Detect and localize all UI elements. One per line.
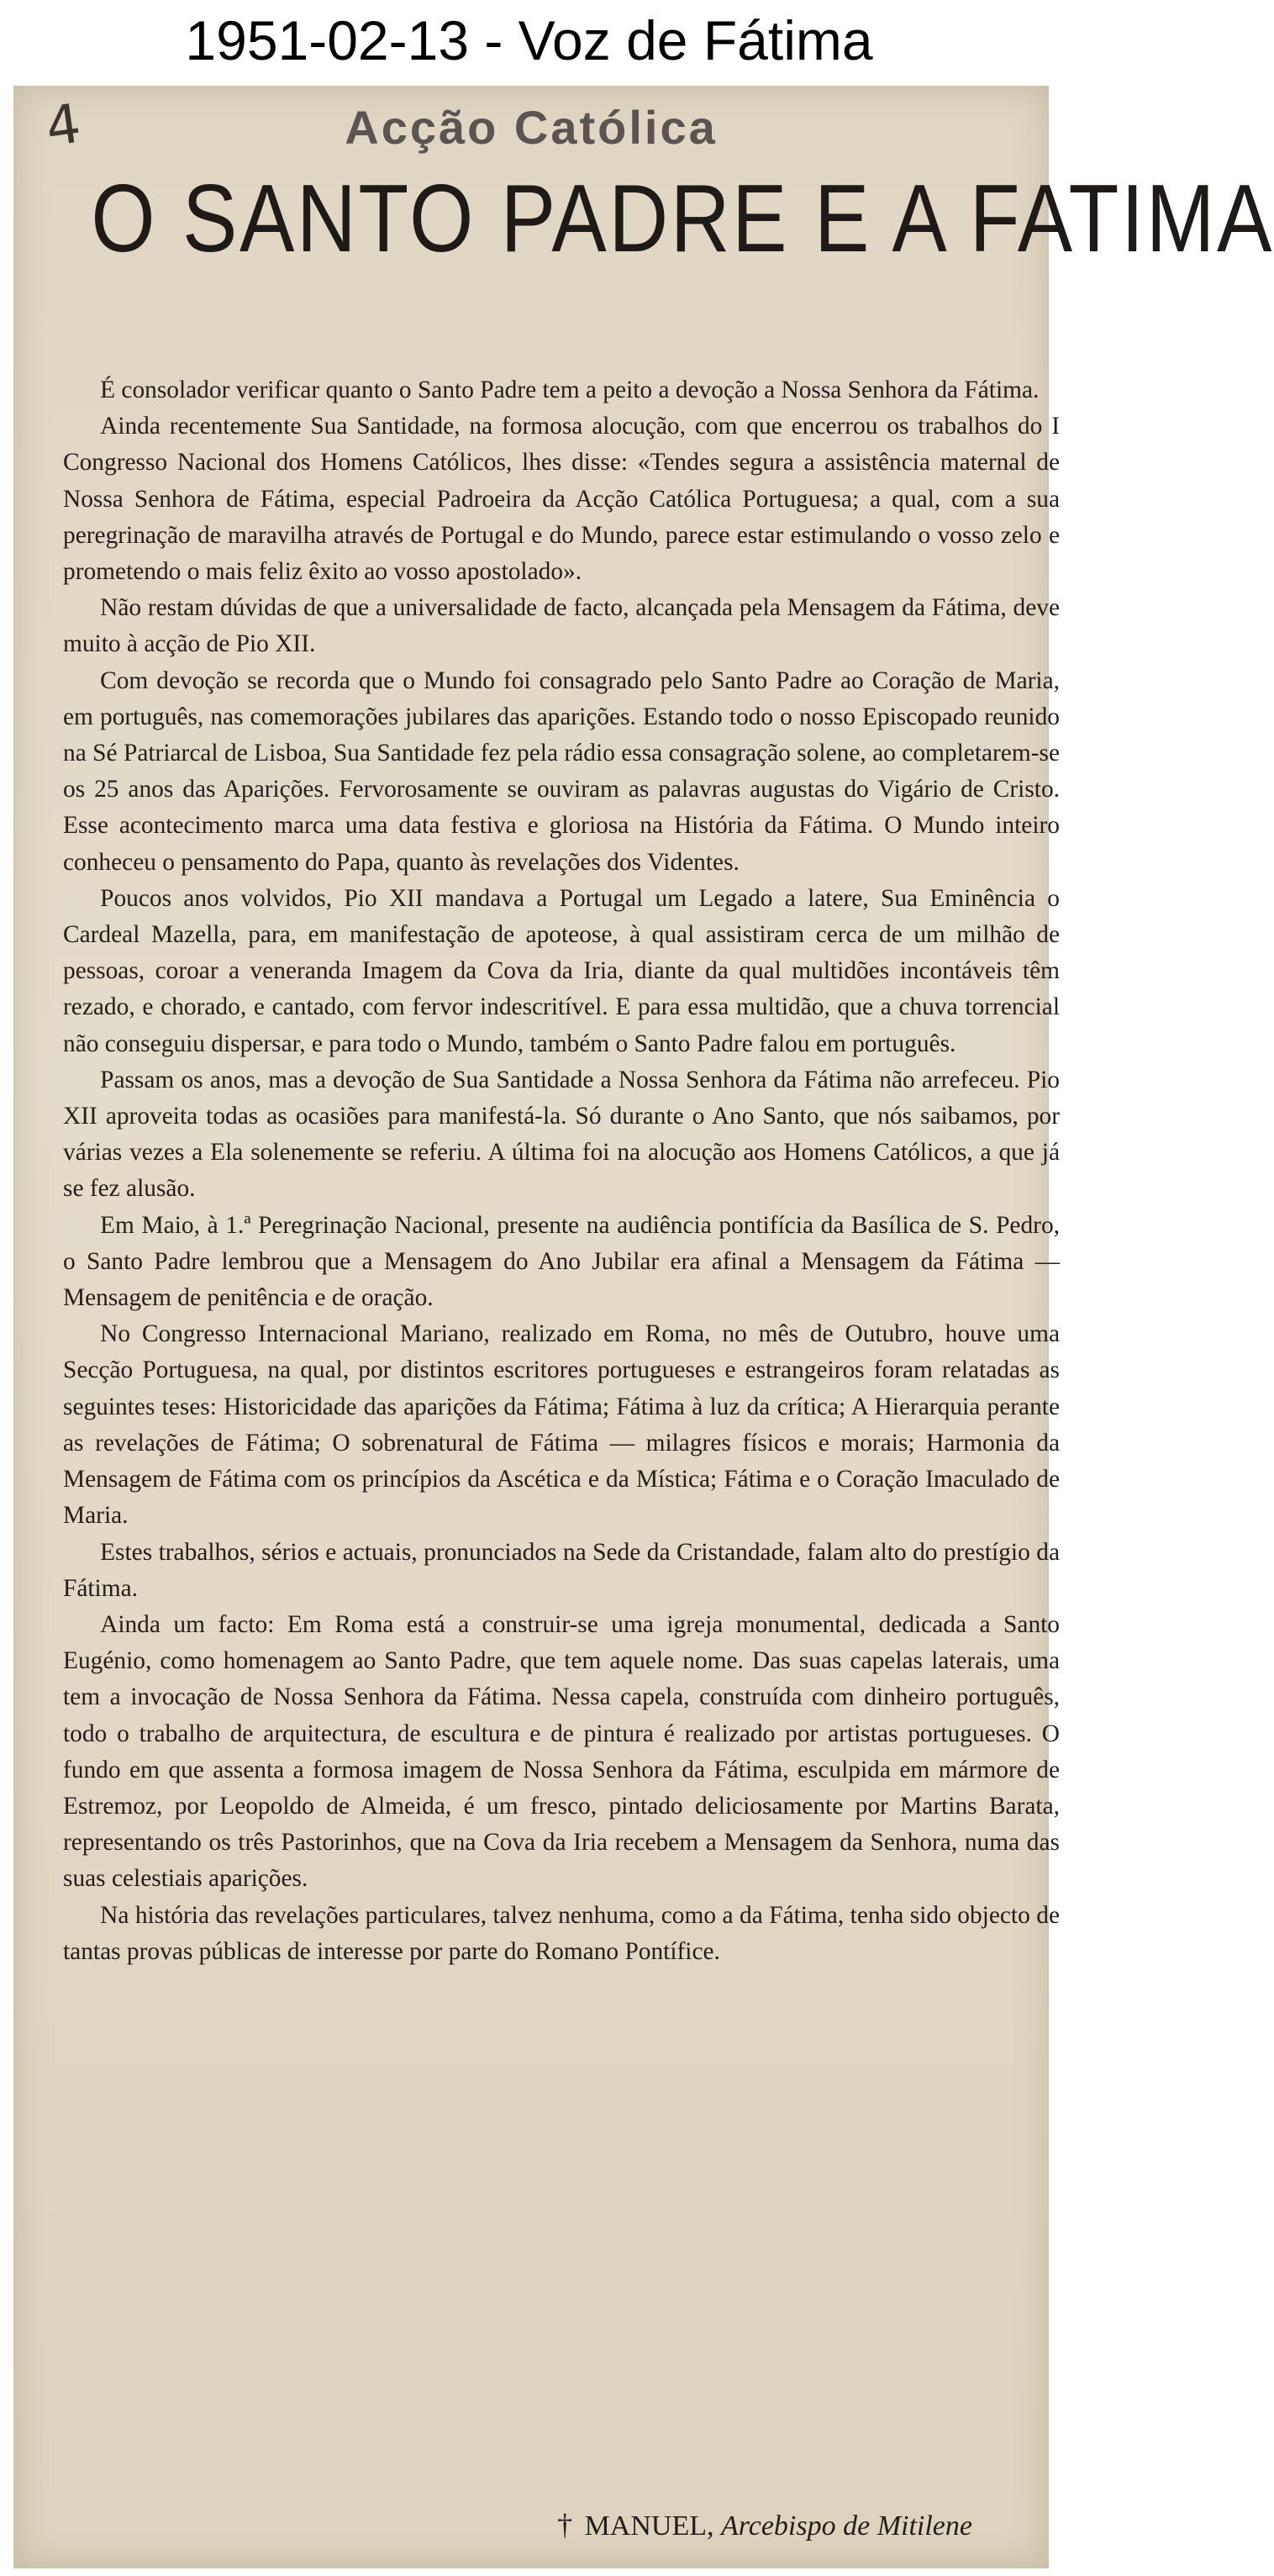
paragraph: Na história das revelações particulares, talvez nenhuma, como a da Fátima, tenha sido objecto de tantas provas públicas de interesse por parte do Romano Pontífice. bbox=[63, 1901, 1060, 1965]
paragraph: Passam os anos, mas a devoção de Sua Santidade a Nossa Senhora da Fátima não arrefeceu. Pio XII aproveita todas as ocasiões para manifestá-la. Só durante o Ano Santo, que nós saibamos, por várias vezes a Ela solenemente se referiu. A última foi na alocução aos Homens Católicos, a que já se fez alusão. bbox=[63, 1066, 1060, 1203]
paragraph: Em Maio, à 1.ª Peregrinação Nacional, presente na audiência pontifícia da Basílica de S. Pedro, o Santo Padre lembrou que a Mensagem do Ano Jubilar era afinal a Mensagem da Fátima — Mensagem de penitência e de oração. bbox=[63, 1211, 1060, 1312]
paragraph: No Congresso Internacional Mariano, realizado em Roma, no mês de Outubro, houve uma Secção Portuguesa, na qual, por distintos escritores portugueses e estrangeiros foram relatadas as seguintes teses: Historicidade das aparições da Fátima; Fátima à luz da crítica; A Hierarquia perante as revelações de Fátima; O sobrenatural de Fátima — milagres físicos e morais; Harmonia da Mensagem de Fátima com os princípios da Ascética e da Mística; Fátima e o Coração Imaculado de Maria. bbox=[63, 1320, 1060, 1530]
author-title: Arcebispo de Mitilene bbox=[721, 2510, 972, 2542]
paragraph: Poucos anos volvidos, Pio XII mandava a Portugal um Legado a latere, Sua Eminência o Cardeal Mazella, para, em manifestação de apoteose, à qual assistiram cerca de um milhão de pessoas, coroar a veneranda Imagem da Cova da Iria, diante da qual multidões incontáveis têm rezado, e chorado, e cantado, com fervor indescritível. E para essa multidão, que a chuva torrencial não conseguiu dispersar, e para todo o Mundo, também o Santo Padre falou em português. bbox=[63, 884, 1060, 1057]
cross-icon: † bbox=[557, 2508, 573, 2542]
paragraph: Estes trabalhos, sérios e actuais, pronunciados na Sede da Cristandade, falam alto do prestígio da Fátima. bbox=[63, 1538, 1060, 1602]
article-headline: O SANTO PADRE E A FATIMA bbox=[91, 166, 1274, 272]
paragraph: Ainda um facto: Em Roma está a construir-se uma igreja monumental, dedicada a Santo Eugénio, como homenagem ao Santo Padre, que tem aquele nome. Das suas capelas laterais, uma tem a invocação de Nossa Senhora da Fátima. Nessa capela, construída com dinheiro português, todo o trabalho de arquitectura, de escultura e de pintura é realizado por artistas portugueses. O fundo em que assenta a formosa imagem de Nossa Senhora da Fátima, esculpida em mármore de Estremoz, por Leopoldo de Almeida, é um fresco, pintado deliciosamente por Martins Barata, representando os três Pastorinhos, que na Cova da Iria recebem a Mensagem da Senhora, numa das suas celestiais aparições. bbox=[63, 1610, 1060, 1893]
newspaper-clipping bbox=[13, 86, 1274, 2568]
paragraph: É consolador verificar quanto o Santo Padre tem a peito a devoção a Nossa Senhora da Fátima. bbox=[100, 377, 1040, 403]
article-body bbox=[63, 372, 1060, 1970]
document-caption: 1951-02-13 - Voz de Fátima bbox=[185, 9, 873, 71]
pencil-mark: 4 bbox=[42, 92, 85, 160]
author-signature bbox=[557, 2507, 972, 2542]
paragraph: Com devoção se recorda que o Mundo foi consagrado pelo Santo Padre ao Coração de Maria, em português, nas comemorações jubilares das aparições. Estando todo o nosso Episcopado reunido na Sé Patriarcal de Lisboa, Sua Santidade fez pela rádio essa consagração solene, ao completarem-se os 25 anos das Aparições. Fervorosamente se ouviram as palavras augustas do Vigário de Cristo. Esse acontecimento marca uma data festiva e gloriosa na História da Fátima. O Mundo inteiro conheceu o pensamento do Papa, quanto às revelações dos Videntes. bbox=[63, 666, 1060, 876]
author-name: MANUEL, bbox=[584, 2510, 714, 2542]
paragraph: Ainda recentemente Sua Santidade, na formosa alocução, com que encerrou os trabalhos do I Congresso Nacional dos Homens Católicos, lhes disse: «Tendes segura a assistência maternal de Nossa Senhora de Fátima, especial Padroeira da Acção Católica Portuguesa; a qual, com a sua peregrinação de maravilha através de Portugal e do Mundo, parece estar estimulando o vosso zelo e prometendo o mais feliz êxito ao vosso apostolado». bbox=[63, 413, 1060, 586]
paragraph: Não restam dúvidas de que a universalidade de facto, alcançada pela Mensagem da Fátima, deve muito à acção de Pio XII. bbox=[63, 594, 1060, 658]
section-title: Acção Católica bbox=[345, 101, 718, 154]
